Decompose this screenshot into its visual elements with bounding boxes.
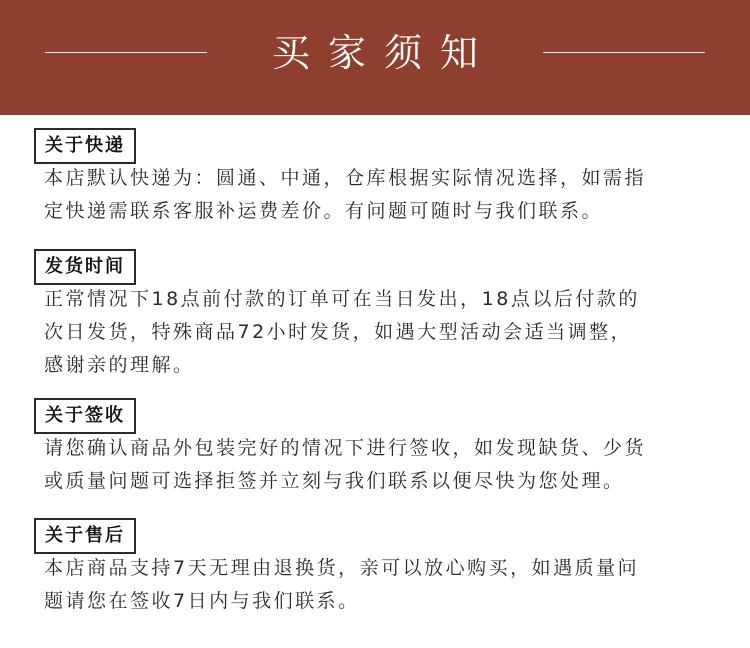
text-line: 请您确认商品外包装完好的情况下进行签收，如发现缺货、少货 — [44, 437, 647, 459]
page-title: 买家须知 — [271, 31, 496, 75]
section-body-shipping-time — [44, 283, 724, 382]
text-line: 次日发货，特殊商品72小时发货，如遇大型活动会适当调整， — [44, 321, 633, 343]
section-after-sales — [44, 518, 724, 618]
section-express — [44, 128, 724, 228]
section-shipping-time — [44, 249, 724, 382]
section-tag-after-sales: 关于售后 — [34, 518, 136, 554]
section-receipt — [44, 398, 724, 498]
header-banner — [0, 0, 750, 115]
text-line: 题请您在签收7日内与我们联系。 — [44, 590, 360, 612]
text-line: 或质量问题可选择拒签并立刻与我们联系以便尽快为您处理。 — [44, 470, 625, 492]
text-line: 本店商品支持7天无理由退换货，亲可以放心购买，如遇质量问 — [44, 557, 640, 579]
text-line: 定快递需联系客服补运费差价。有问题可随时与我们联系。 — [44, 200, 604, 222]
section-body-express — [44, 162, 724, 228]
section-tag-express: 关于快递 — [34, 128, 136, 164]
text-line: 正常情况下18点前付款的订单可在当日发出，18点以后付款的 — [44, 288, 640, 310]
section-body-receipt — [44, 432, 724, 498]
header-divider-right — [543, 52, 705, 53]
text-line: 感谢亲的理解。 — [44, 354, 195, 376]
section-body-after-sales — [44, 552, 724, 618]
text-line: 本店默认快递为：圆通、中通，仓库根据实际情况选择，如需指 — [44, 167, 647, 189]
section-tag-receipt: 关于签收 — [34, 398, 136, 434]
section-tag-shipping-time: 发货时间 — [34, 249, 136, 285]
